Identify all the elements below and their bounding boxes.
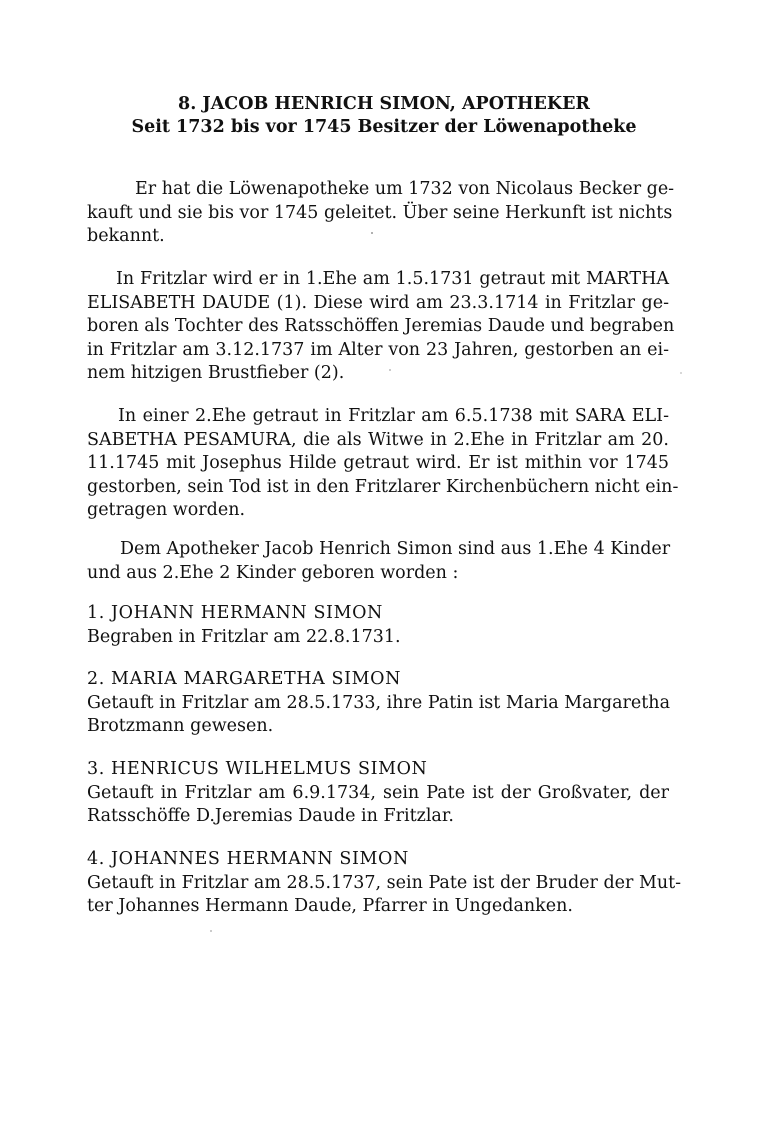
text-line: 11.1745 mit Josephus Hilde getraut wird. Er ist mithin vor 1745 xyxy=(87,453,669,473)
text-line: in Fritzlar am 3.12.1737 im Alter von 23 Jahren, gestorben an ei- xyxy=(87,339,669,360)
paragraph-children-intro xyxy=(87,538,669,585)
text-line: Dem Apotheker Jacob Henrich Simon sind aus 1.Ehe 4 Kinder xyxy=(120,539,671,559)
text-line: Begraben in Fritzlar am 22.8.1731. xyxy=(87,626,401,647)
text-line: In Fritzlar wird er in 1.Ehe am 1.5.1731 getraut mit MARTHA xyxy=(116,269,669,289)
scan-speck xyxy=(371,232,373,234)
child-entry-3 xyxy=(87,758,669,829)
text-line: In einer 2.Ehe getraut in Fritzlar am 6.5.1738 mit SARA ELI- xyxy=(118,406,669,426)
child-name: 3. HENRICUS WILHELMUS SIMON xyxy=(87,759,428,779)
section-title: 8. JACOB HENRICH SIMON, APOTHEKER xyxy=(178,94,590,114)
text-line: Ratsschöffe D.Jeremias Daude in Fritzlar. xyxy=(87,806,454,826)
child-name: 4. JOHANNES HERMANN SIMON xyxy=(87,849,409,869)
text-line: Brotzmann gewesen. xyxy=(87,716,274,736)
scan-speck xyxy=(389,369,391,371)
text-line: getragen worden. xyxy=(87,500,246,520)
text-line: Getauft in Fritzlar am 28.5.1737, sein Pate ist der Bruder der Mut- xyxy=(87,872,682,893)
paragraph-origin xyxy=(87,178,675,249)
text-line: Getauft in Fritzlar am 6.9.1734, sein Pate ist der Großvater, der xyxy=(87,782,669,803)
text-line: ELISABETH DAUDE (1). Diese wird am 23.3.1714 in Fritzlar ge- xyxy=(87,292,669,313)
child-name: 2. MARIA MARGARETHA SIMON xyxy=(87,669,402,689)
text-line: nem hitzigen Brustfieber (2). xyxy=(87,363,345,383)
scan-speck xyxy=(210,930,212,932)
child-entry-1 xyxy=(87,602,669,649)
text-line: gestorben, sein Tod ist in den Fritzlarer Kirchenbüchern nicht ein- xyxy=(87,476,679,497)
text-line: Getauft in Fritzlar am 28.5.1733, ihre Patin ist Maria Margaretha xyxy=(87,692,671,713)
child-entry-2 xyxy=(87,668,669,739)
text-line: SABETHA PESAMURA, die als Witwe in 2.Ehe in Fritzlar am 20. xyxy=(87,429,669,450)
text-line: boren als Tochter des Ratsschöffen Jeremias Daude und begraben xyxy=(87,316,675,336)
text-line: kauft und sie bis vor 1745 geleitet. Über seine Herkunft ist nichts xyxy=(87,202,673,223)
section-subtitle: Seit 1732 bis vor 1745 Besitzer der Löwenapotheke xyxy=(131,117,637,137)
text-line: und aus 2.Ehe 2 Kinder geboren worden : xyxy=(87,562,459,583)
text-line: Er hat die Löwenapotheke um 1732 von Nicolaus Becker ge- xyxy=(135,179,675,199)
child-entry-4 xyxy=(87,848,682,919)
paragraph-second-marriage xyxy=(87,405,679,523)
paragraph-first-marriage xyxy=(87,268,675,386)
scan-speck xyxy=(680,372,682,374)
text-line: ter Johannes Hermann Daude, Pfarrer in Ungedanken. xyxy=(87,896,573,916)
child-name: 1. JOHANN HERMANN SIMON xyxy=(87,603,383,623)
text-line: bekannt. xyxy=(87,226,165,246)
